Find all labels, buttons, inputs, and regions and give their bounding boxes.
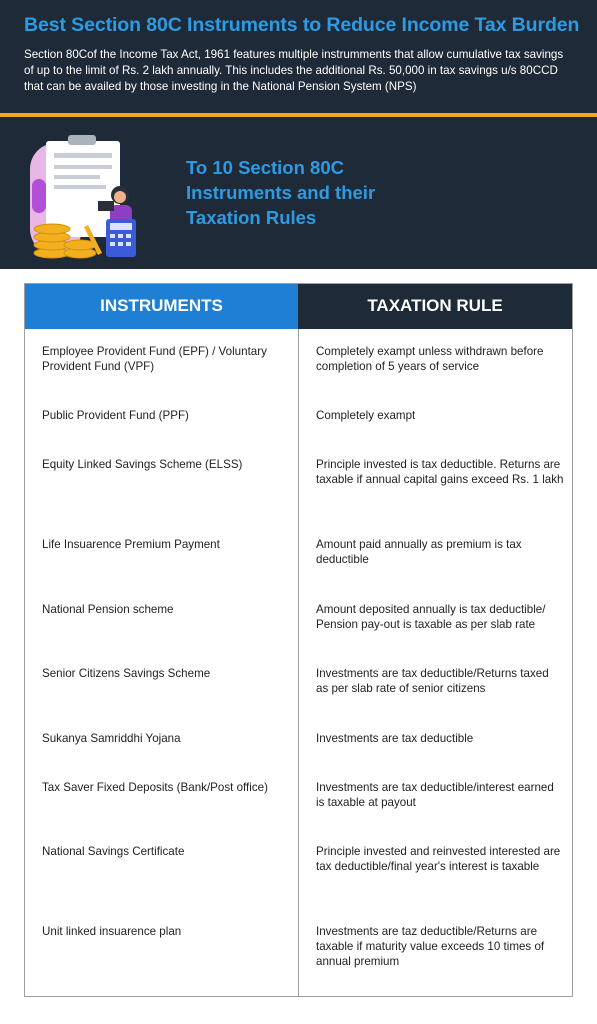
instrument-cell: Tax Saver Fixed Deposits (Bank/Post office)	[42, 781, 268, 794]
hero-heading	[186, 155, 486, 230]
rule-cell: Principle invested is tax deductible. Returns are taxable if annual capital gains exceed Rs. 1 lakh	[316, 458, 564, 486]
instrument-cell: Life Insuarence Premium Payment	[42, 538, 220, 551]
page-header	[0, 0, 597, 113]
instrument-cell: Senior Citizens Savings Scheme	[42, 667, 211, 680]
column-divider	[298, 329, 299, 996]
intro-text: Section 80Cof the Income Tax Act, 1961 features multiple instrumments that allow cumulative tax savings of up to the limit of Rs. 2 lakh annually. This includes the additional Rs. 50,000 in tax savings u/s 80CCD that can be availed by those investing in the National Pension System (NPS)	[24, 48, 564, 93]
rule-cell: Amount paid annually as premium is tax deductible	[316, 538, 522, 566]
rule-cell: Investments are tax deductible	[316, 732, 474, 745]
instrument-cell: Employee Provident Fund (EPF) / Voluntary Provident Fund (VPF)	[42, 345, 267, 373]
hero-line-1: To 10 Section 80C	[186, 157, 344, 178]
instrument-cell: Unit linked insuarence plan	[42, 925, 182, 938]
rule-cell: Principle invested and reinvested interested are tax deductible/final year's interest is taxable	[316, 845, 561, 873]
instrument-cell: Sukanya Samriddhi Yojana	[42, 732, 181, 745]
instrument-cell: National Savings Certificate	[42, 845, 185, 858]
tax-table	[24, 283, 573, 997]
finance-illustration	[28, 135, 146, 263]
instrument-cell: National Pension scheme	[42, 603, 174, 616]
rule-cell: Investments are tax deductible/Returns taxed as per slab rate of senior citizens	[316, 667, 549, 695]
hero-line-3: Taxation Rules	[186, 207, 317, 228]
instrument-cell: Equity Linked Savings Scheme (ELSS)	[42, 458, 243, 471]
rule-cell: Investments are taz deductible/Returns are taxable if maturity value exceeds 10 times of annual premium	[316, 925, 545, 968]
instrument-cell: Public Provident Fund (PPF)	[42, 409, 189, 422]
table-header	[25, 284, 572, 329]
column-header-instruments: INSTRUMENTS	[25, 284, 298, 329]
rule-cell: Amount deposited annually is tax deductible/ Pension pay-out is taxable as per slab rate	[316, 603, 546, 631]
rule-cell: Completely exampt	[316, 409, 416, 422]
rule-cell: Investments are tax deductible/interest earned is taxable at payout	[316, 781, 554, 809]
page-title: Best Section 80C Instruments to Reduce Income Tax Burden	[24, 14, 580, 36]
hero-line-2: Instruments and their	[186, 182, 376, 203]
rule-cell: Completely exampt unless withdrawn before completion of 5 years of service	[316, 345, 544, 373]
hero-banner	[0, 117, 597, 269]
column-header-taxation-rule: TAXATION RULE	[298, 284, 572, 329]
